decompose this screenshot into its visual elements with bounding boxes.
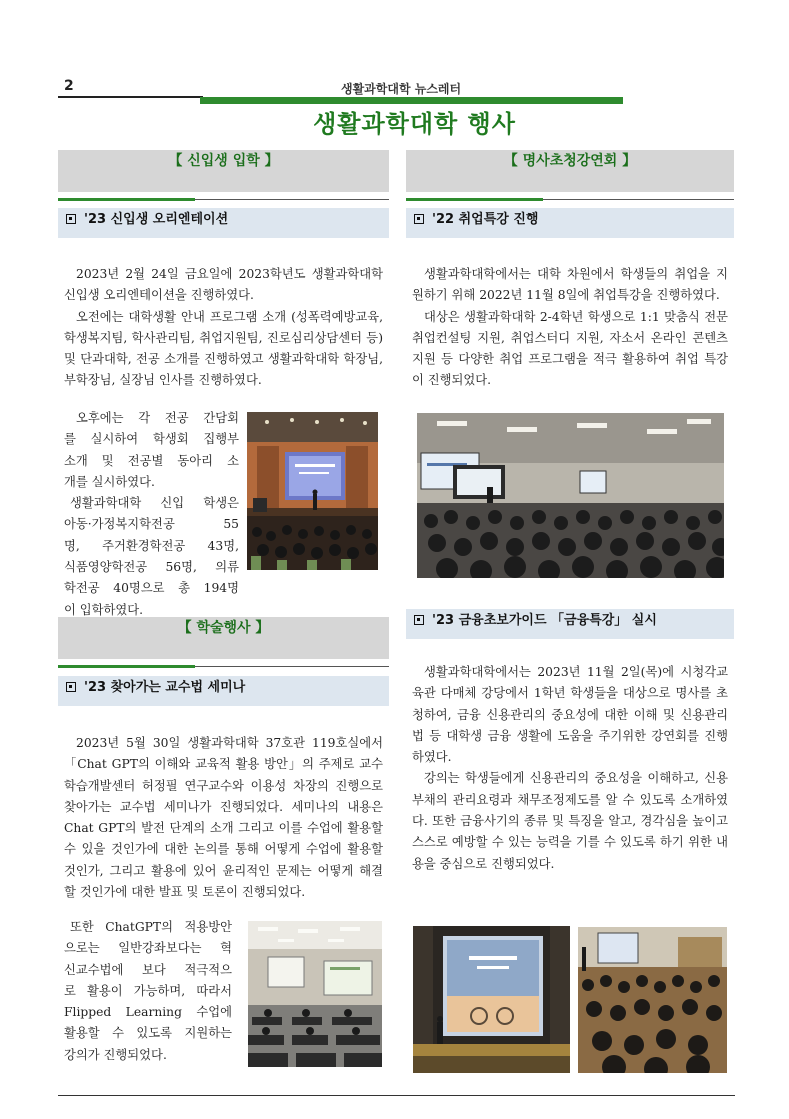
article-header-orientation (58, 208, 389, 238)
career-lecture-photo (417, 413, 724, 578)
text-line: 신교수법에 보다 적극적으 (64, 962, 232, 977)
paragraph: 강의는 학생들에게 신용관리의 중요성을 이해하고, 신용 부채의 관리요령과 채무조정제도를 알 수 있도록 소개하였다. 또한 금융사기의 종류 및 특징을 알고, 경각심을 높이고 스스로 예방할 수 있는 능력을 기를 수 있도록 하기 위한 내용을 중심으로 진행되었다. (412, 771, 728, 871)
text-line: 명, 주거환경학전공 43명, (64, 538, 239, 553)
text-line: 를 실시하여 학생회 집행부 (64, 432, 239, 447)
text-line: 또한 ChatGPT의 적용방안 (70, 920, 232, 934)
paragraph: 생활과학대학에서는 대학 차원에서 학생들의 취업을 지원하기 위해 2022년 11월 8일에 취업특강을 진행하였다. (412, 267, 728, 303)
section-rule-green (58, 198, 195, 201)
section-rule-gray (543, 199, 734, 200)
square-dot-icon (66, 682, 76, 692)
text-line: 이 입학하였다. (64, 602, 144, 617)
square-dot-icon (66, 214, 76, 224)
text-line: 소개 및 전공별 동아리 소 (64, 453, 239, 468)
article-title: '23 찾아가는 교수법 세미나 (84, 680, 246, 695)
section-rule-green (58, 665, 195, 668)
section-header-lecture: 【 명사초청강연회 】 (406, 150, 734, 192)
square-dot-icon (414, 214, 424, 224)
article-title: '23 신입생 오리엔테이션 (84, 212, 229, 227)
paragraph: 오전에는 대학생활 안내 프로그램 소개 (성폭력예방교육, 학생복지팀, 학사관리팀, 취업지원팀, 진로심리상담센터 등) 및 단과대학, 전공 소개를 진행하였고 생활과학대학 학장님, 부학장님, 실장님 인사를 진행하였다. (64, 309, 383, 388)
text-line: 아동·가정복지학전공 55 (64, 517, 239, 532)
article-title: '22 취업특강 진행 (432, 212, 539, 227)
text-line: 강의가 진행되었다. (64, 1047, 167, 1062)
newsletter-title: 생활과학대학 뉴스레터 (341, 82, 462, 96)
orientation-photo (247, 412, 378, 570)
page-title (0, 104, 789, 139)
square-dot-icon (414, 615, 424, 625)
seminar-body-wrap (64, 917, 232, 1066)
text-line: 개를 실시하였다. (64, 474, 155, 489)
finance-body (412, 662, 728, 875)
article-header-seminar (58, 676, 389, 706)
article-title: '23 금융초보가이드 「금융특강」 실시 (432, 613, 657, 628)
text-line: 으로는 일반강좌보다는 혁 (64, 941, 232, 956)
orientation-body-wrap (64, 408, 239, 621)
paragraph: 대상은 생활과학대학 2-4학년 학생으로 1:1 맞춤식 전문취업컨설팅 지원, 취업스터디 지원, 자소서 온라인 콘텐츠 지원 등 다양한 취업 프로그램을 적극 활용하여 취업 특강이 진행되었다. (412, 309, 728, 388)
page-number: 2 (64, 78, 74, 94)
finance-stage-photo (413, 926, 570, 1073)
paragraph: 생활과학대학에서는 2023년 11월 2일(목)에 시청각교육관 다매체 강당에서 1학년 학생들을 대상으로 명사를 초청하여, 금융 신용관리의 중요성에 대한 이해 및 신용관리법 등 대학생 금융 생활에 도움을 주기위한 강연회를 진행하였다. (412, 665, 728, 765)
text-line: 활용할 수 있도록 지원하는 (64, 1026, 232, 1041)
text-line: 생활과학대학 신입 학생은 (70, 496, 239, 511)
section-rule-gray (195, 666, 389, 667)
orientation-body (64, 264, 383, 392)
text-line: Flipped Learning 수업에 (64, 1005, 232, 1020)
article-header-finance (406, 609, 734, 639)
text-line: 오후에는 각 전공 간담회 (76, 411, 239, 425)
section-header-academic: 【 학술행사 】 (58, 617, 389, 659)
seminar-body (64, 733, 383, 903)
article-header-career (406, 208, 734, 238)
header-rule-left (58, 96, 203, 98)
page-title-text: 생활과학대학 행사 (313, 110, 516, 138)
seminar-photo (248, 921, 382, 1067)
text-line: 로 활용이 가능하며, 따라서 (64, 983, 232, 998)
text-line: 식품영양학전공 56명, 의류 (64, 560, 239, 575)
section-header-admission: 【 신입생 입학 】 (58, 150, 389, 192)
section-rule-gray (195, 199, 389, 200)
footer-rule (58, 1095, 735, 1096)
header-rule-green (200, 97, 623, 104)
text-line: 학전공 40명으로 총 194명 (64, 581, 239, 596)
finance-audience-photo (578, 927, 727, 1073)
paragraph: 2023년 2월 24일 금요일에 2023학년도 생활과학대학 신입생 오리엔테이션을 진행하였다. (64, 267, 383, 303)
career-body (412, 264, 728, 392)
paragraph: 2023년 5월 30일 생활과학대학 37호관 119호실에서「Chat GPT의 이해와 교육적 활용 방안」의 주제로 교수학습개발센터 허정필 연구교수와 이용성 차장의 진행으로 찾아가는 교수법 세미나가 진행되었다. 세미나의 내용은 Chat GPT의 발전 단계의 소개 그리고 이를 수업에 활용할 수 있을 것인가에 대한 논의를 통해 어떻게 수업에 활용할 것인가, 그리고 활용에 있어 윤리적인 문제는 어떻게 해결 할 것인가에 대한 발표 및 토론이 진행되었다. (64, 736, 383, 900)
section-rule-green (406, 198, 543, 201)
